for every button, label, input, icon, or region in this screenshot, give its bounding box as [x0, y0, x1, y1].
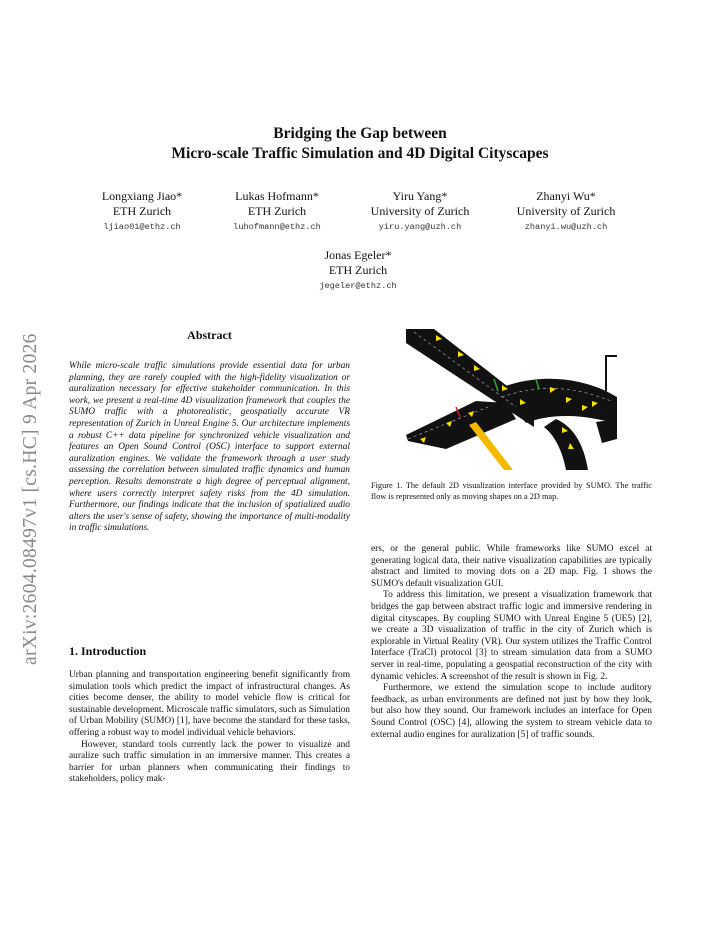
paragraph: Urban planning and transportation engineering benefit significantly from simulation tools which predict the impact of infrastructural changes. As cities become denser, the ability to model vehicle flow is critical for sustainable development. Microscale traffic simulators, such as Simulation of Urban Mobility (SUMO) [1], have become the standard for these tasks, offering a robust way to model individual vehicle behaviors.	[69, 670, 350, 738]
paragraph: To address this limitation, we present a visualization framework that bridges the gap between abstract traffic logic and immersive rendering in digital cityscapes. By coupling SUMO with Unreal Engine 5 (UE5) [2], we create a 3D visualization of traffic in the city of Zurich which is explorable in Virtual Reality (VR). Our system utilizes the Traffic Control Interface (TraCI) protocol [3] to stream simulation data from a SUMO server in real-time, populating a geospatial reconstruction of the city with dynamic vehicles. A screenshot of the result is shown in Fig. 2.	[371, 590, 652, 682]
author-name: Lukas Hofmann*	[235, 189, 319, 203]
paragraph: ers, or the general public. While frameworks like SUMO excel at generating logical data, their native visualization capabilities are typically abstract and limited to moving dots on a 2D map. Fig. 1 shows the SUMO's default visualization GUI.	[371, 544, 652, 589]
introduction-heading: 1. Introduction	[69, 644, 147, 658]
author-block	[202, 189, 352, 235]
arxiv-identifier: arXiv:2604.08497v1 [cs.HC] 9 Apr 2026	[20, 333, 41, 665]
author-affiliation: ETH Zurich	[112, 204, 172, 218]
sumo-map-image	[406, 327, 617, 470]
abstract-text: While micro-scale traffic simulations provide essential data for urban planning, they are rarely coupled with the high-fidelity visualization or auralization necessary for effective stakeholder communication. In this work, we present a real-time 4D visualization framework that couples the SUMO traffic with a photorealistic, geospatially accurate VR representation of Zurich in Unreal Engine 5. Our architecture implements a robust C++ data pipeline for synchronized vehicle visualization and features an Open Sound Control (OSC) interface to support external auralization engines. We validate the framework through a user study assessing the correlation between simulated traffic dynamics and human perception. Results demonstrate a high degree of perceptual alignment, where users correctly interpret safety risks from the 4D simulation. Furthermore, our findings indicate that the inclusion of spatialized audio alters the user's sense of safety, showing the importance of multi-modality in traffic simulations.	[69, 361, 350, 534]
author-block	[345, 189, 495, 235]
title-line-1: Bridging the Gap between	[273, 125, 447, 142]
author-name: Yiru Yang*	[392, 189, 448, 203]
author-block	[283, 248, 433, 294]
author-email[interactable]: yiru.yang@uzh.ch	[378, 222, 462, 232]
author-affiliation: University of Zurich	[516, 204, 616, 218]
author-block	[67, 189, 217, 235]
sumo-visualization-figure	[406, 327, 617, 470]
figure-caption: Figure 1. The default 2D visualization interface provided by SUMO. The traffic flow is represented only as moving shapes on a 2D map.	[371, 481, 652, 501]
introduction-body	[69, 670, 350, 786]
abstract-heading: Abstract	[187, 328, 232, 342]
author-email[interactable]: jegeler@ethz.ch	[319, 281, 397, 291]
author-affiliation: University of Zurich	[370, 204, 470, 218]
author-affiliation: ETH Zurich	[328, 263, 388, 277]
title-line-2: Micro-scale Traffic Simulation and 4D Digital Cityscapes	[171, 145, 549, 162]
paragraph: However, standard tools currently lack the power to visualize and auralize such traffic simulation in an immersive manner. This creates a barrier for urban planners when communicating their findings to stakeholders, policy mak-	[69, 739, 350, 785]
author-email[interactable]: ljiao01@ethz.ch	[103, 222, 181, 232]
paper-title	[0, 124, 720, 164]
author-email[interactable]: zhanyi.wu@uzh.ch	[524, 222, 608, 232]
author-name: Zhanyi Wu*	[536, 189, 596, 203]
paragraph: Furthermore, we extend the simulation scope to include auditory feedback, as urban environments are defined not just by how they look, but also how they sound. Our framework includes an interface for Open Sound Control (OSC) [4], allowing the system to stream vehicle data to external audio engines for auralization [5] of traffic sounds.	[371, 683, 652, 740]
right-column-body	[371, 544, 652, 741]
author-email[interactable]: luhofmann@ethz.ch	[233, 222, 321, 232]
author-name: Longxiang Jiao*	[101, 189, 183, 203]
author-block	[491, 189, 641, 235]
author-affiliation: ETH Zurich	[247, 204, 307, 218]
author-name: Jonas Egeler*	[324, 248, 392, 262]
